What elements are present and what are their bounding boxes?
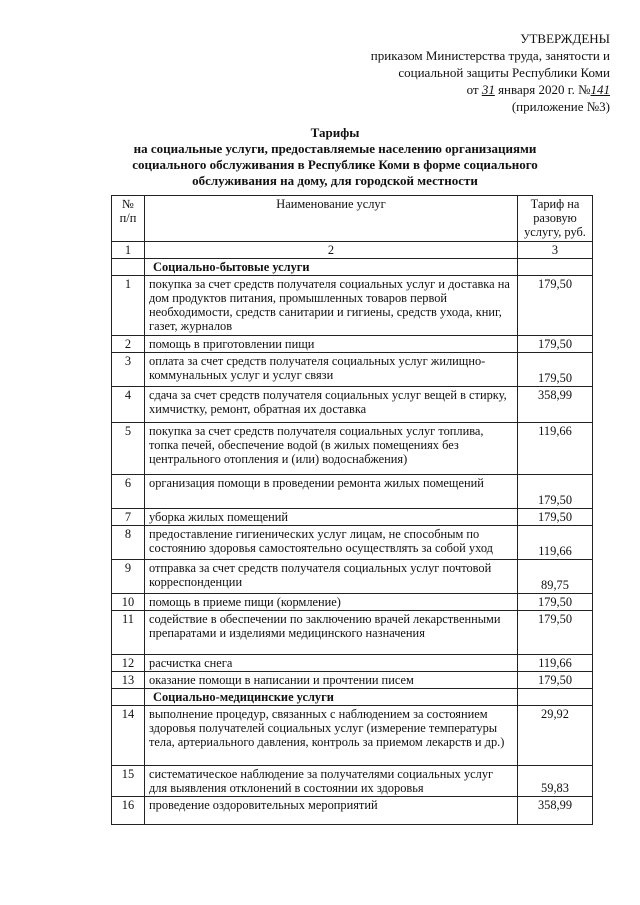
tariff-price: 358,99: [518, 797, 593, 825]
service-name: сдача за счет средств получателя социальных услуг вещей в стирку, химчистку, ремонт, обратная их доставка: [145, 387, 518, 423]
service-name: уборка жилых помещений: [145, 509, 518, 526]
tariff-price: 29,92: [518, 706, 593, 766]
section-title-household: Социально-бытовые услуги: [145, 259, 518, 276]
tariff-price: 119,66: [518, 655, 593, 672]
table-row: [112, 423, 593, 475]
table-row: [112, 276, 593, 336]
row-number: 3: [112, 353, 145, 387]
table-row: [112, 766, 593, 797]
table-header-row: [112, 196, 593, 242]
service-name: предоставление гигиенических услуг лицам, не способным по состоянию здоровья самостоятельно осуществлять за собой уход: [145, 526, 518, 560]
service-name: оплата за счет средств получателя социальных услуг жилищно-коммунальных услуг и услуг связи: [145, 353, 518, 387]
section-price-cell: [518, 259, 593, 276]
table-row: [112, 611, 593, 655]
title-main: Тарифы: [310, 125, 360, 140]
table-row: [112, 560, 593, 594]
approval-appendix: (приложение №3): [511, 99, 610, 114]
tariff-price: 179,50: [518, 672, 593, 689]
section-num-cell: [112, 689, 145, 706]
row-number: 15: [112, 766, 145, 797]
row-number: 6: [112, 475, 145, 509]
table-row: [112, 526, 593, 560]
date-middle: января 2020 г. №: [498, 82, 591, 97]
document-title: [100, 125, 570, 189]
table-row: [112, 706, 593, 766]
service-name: расчистка снега: [145, 655, 518, 672]
tariff-price: 179,50: [518, 611, 593, 655]
table-row: [112, 475, 593, 509]
row-number: 9: [112, 560, 145, 594]
table-row: [112, 336, 593, 353]
header-name: Наименование услуг: [145, 196, 518, 242]
tariff-price: 119,66: [518, 423, 593, 475]
row-number: 5: [112, 423, 145, 475]
row-number: 13: [112, 672, 145, 689]
approval-heading: УТВЕРЖДЕНЫ: [520, 31, 610, 46]
row-number: 8: [112, 526, 145, 560]
service-name: помощь в приеме пищи (кормление): [145, 594, 518, 611]
table-row: [112, 509, 593, 526]
tariff-price: 179,50: [518, 336, 593, 353]
section-title-medical: Социально-медицинские услуги: [145, 689, 518, 706]
approval-ministry-line: социальной защиты Республики Коми: [398, 65, 610, 80]
tariff-price: 119,66: [518, 526, 593, 560]
service-name: отправка за счет средств получателя социальных услуг почтовой корреспонденции: [145, 560, 518, 594]
index-cell-1: 1: [112, 242, 145, 259]
section-price-cell: [518, 689, 593, 706]
row-number: 10: [112, 594, 145, 611]
tariff-price: 89,75: [518, 560, 593, 594]
row-number: 4: [112, 387, 145, 423]
tariff-price: 179,50: [518, 594, 593, 611]
date-prefix: от: [466, 82, 479, 97]
table-index-row: [112, 242, 593, 259]
service-name: покупка за счет средств получателя социальных услуг топлива, топка печей, обеспечение водой (в жилых помещениях без центрального отопления и (или) водоснабжения): [145, 423, 518, 475]
service-name: проведение оздоровительных мероприятий: [145, 797, 518, 825]
section-row: [112, 259, 593, 276]
row-number: 14: [112, 706, 145, 766]
title-sub: на социальные услуги, предоставляемые населению организациями социального обслуживания в Республике Коми в форме социального обслуживания на дому, для городской местности: [132, 141, 538, 188]
row-number: 11: [112, 611, 145, 655]
service-name: оказание помощи в написании и прочтении писем: [145, 672, 518, 689]
row-number: 12: [112, 655, 145, 672]
table-row: [112, 594, 593, 611]
approval-block: [371, 30, 610, 115]
handwritten-number: 141: [590, 82, 610, 97]
section-num-cell: [112, 259, 145, 276]
service-name: систематическое наблюдение за получателями социальных услуг для выявления отклонений в состоянии их здоровья: [145, 766, 518, 797]
tariff-price: 179,50: [518, 276, 593, 336]
table-row: [112, 353, 593, 387]
approval-order-line: приказом Министерства труда, занятости и: [370, 48, 610, 63]
tariff-price: 179,50: [518, 353, 593, 387]
table-row: [112, 797, 593, 825]
tariff-price: 179,50: [518, 509, 593, 526]
header-num: № п/п: [112, 196, 145, 242]
index-cell-2: 2: [145, 242, 518, 259]
tariff-price: 179,50: [518, 475, 593, 509]
service-name: содействие в обеспечении по заключению врачей лекарственными препаратами и изделиями медицинского назначения: [145, 611, 518, 655]
tariffs-table: [111, 195, 593, 825]
header-price: Тариф на разовую услугу, руб.: [518, 196, 593, 242]
index-cell-3: 3: [518, 242, 593, 259]
row-number: 16: [112, 797, 145, 825]
table-row: [112, 655, 593, 672]
tariff-price: 358,99: [518, 387, 593, 423]
service-name: выполнение процедур, связанных с наблюдением за состоянием здоровья получателей социальных услуг (измерение температуры тела, артериального давления, контроль за приемом лекарств и др.): [145, 706, 518, 766]
row-number: 1: [112, 276, 145, 336]
tariff-price: 59,83: [518, 766, 593, 797]
approval-date-line: [371, 81, 610, 98]
service-name: покупка за счет средств получателя социальных услуг и доставка на дом продуктов питания, промышленных товаров первой необходимости, средств санитарии и гигиены, средств ухода, книг, газет, журналов: [145, 276, 518, 336]
service-name: помощь в приготовлении пищи: [145, 336, 518, 353]
table-row: [112, 387, 593, 423]
row-number: 2: [112, 336, 145, 353]
section-row: [112, 689, 593, 706]
handwritten-day: 31: [481, 82, 495, 97]
row-number: 7: [112, 509, 145, 526]
table-row: [112, 672, 593, 689]
service-name: организация помощи в проведении ремонта жилых помещений: [145, 475, 518, 509]
